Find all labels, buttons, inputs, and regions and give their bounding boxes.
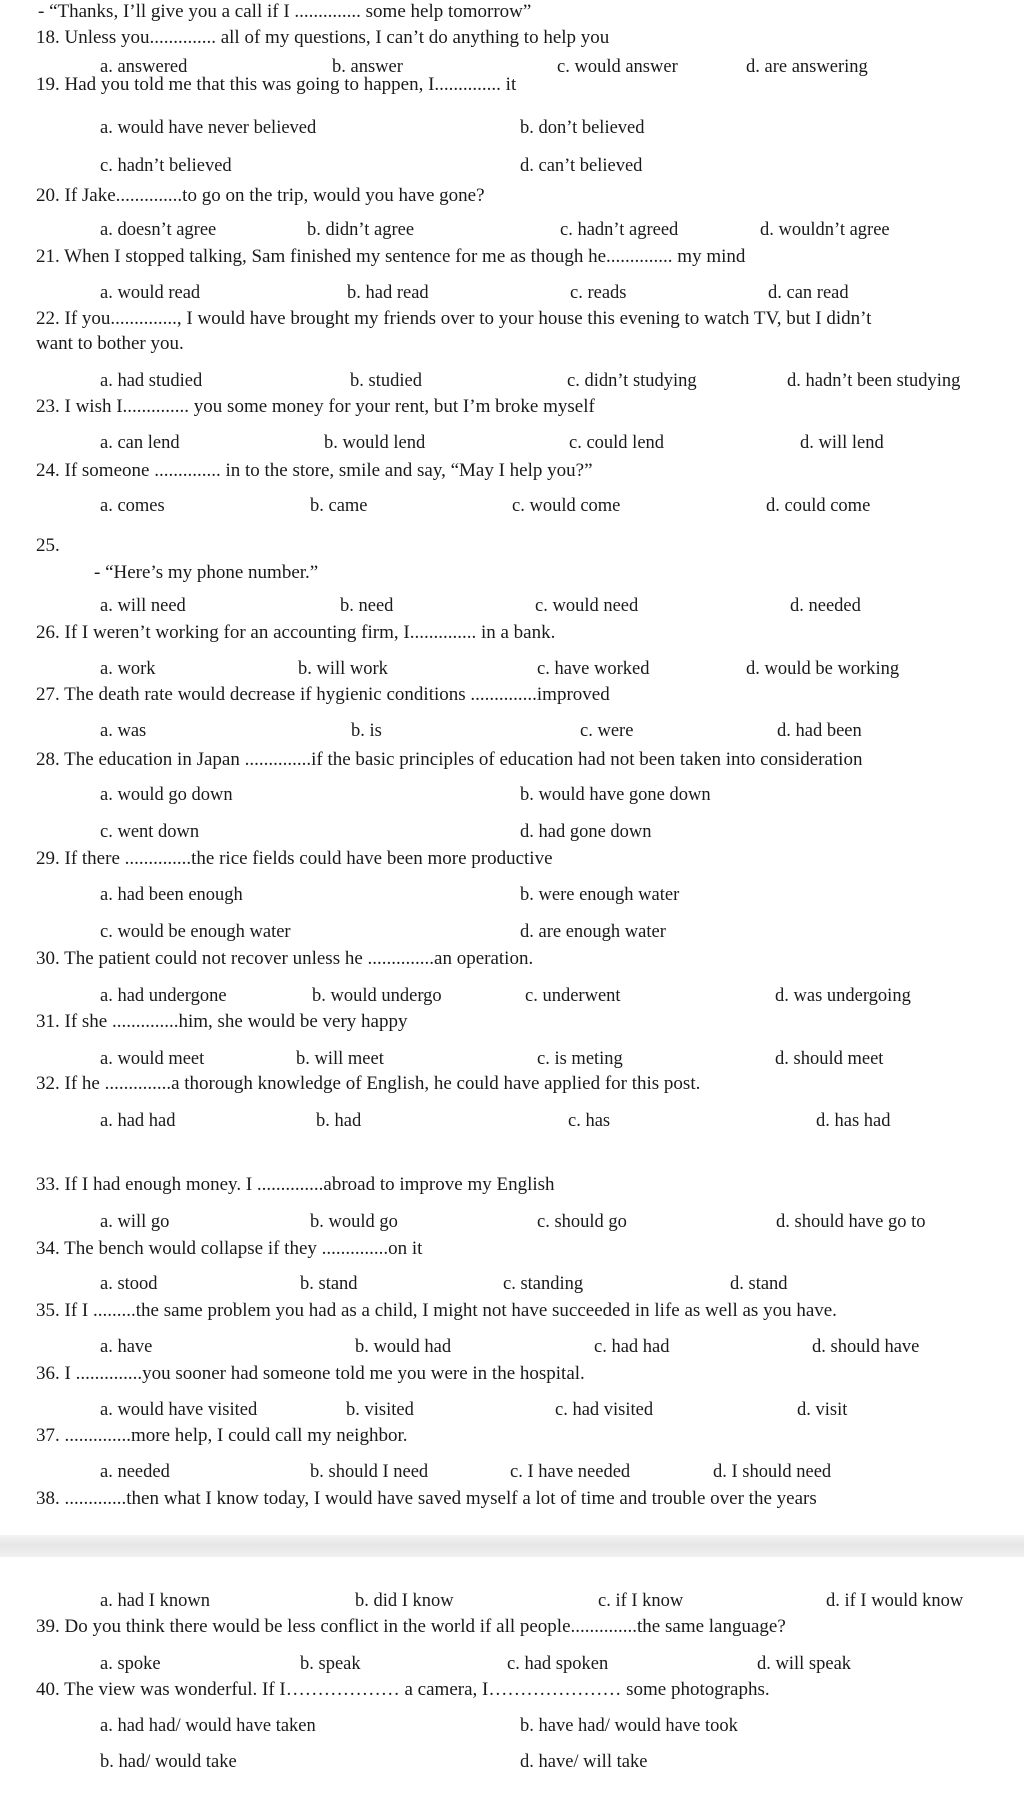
answer-option: b. did I know <box>355 1591 454 1611</box>
answer-option: a. answered <box>100 57 188 77</box>
question-text: 21. When I stopped talking, Sam finished my sentence for me as though he.............. my mind <box>36 246 746 267</box>
answer-option: a. was <box>100 721 147 741</box>
answer-option: a. can lend <box>100 433 180 453</box>
answer-option: d. could come <box>766 496 871 516</box>
question-text: 31. If she ..............him, she would be very happy <box>36 1011 408 1032</box>
page-separator <box>0 1535 1024 1557</box>
answer-option: b. answer <box>332 57 403 77</box>
answer-option: d. needed <box>790 596 861 616</box>
answer-option: d. wouldn’t agree <box>760 220 890 240</box>
answer-option: d. should have <box>812 1337 920 1357</box>
answer-option: b. speak <box>300 1654 361 1674</box>
answer-option: b. had read <box>347 283 429 303</box>
answer-option: d. stand <box>730 1274 788 1294</box>
question-text: 28. The education in Japan ..............if the basic principles of education had not been taken into consideration <box>36 749 863 770</box>
answer-option: c. had visited <box>555 1400 654 1420</box>
answer-option: b. had/ would take <box>100 1752 237 1772</box>
answer-option: b. would undergo <box>312 986 442 1006</box>
answer-option: c. would answer <box>557 57 678 77</box>
answer-option: b. would have gone down <box>520 785 711 805</box>
answer-option: c. reads <box>570 283 627 303</box>
answer-option: c. would be enough water <box>100 922 291 942</box>
answer-option: b. came <box>310 496 368 516</box>
answer-option: a. doesn’t agree <box>100 220 217 240</box>
answer-option: a. would meet <box>100 1049 205 1069</box>
answer-option: b. would go <box>310 1212 398 1232</box>
answer-option: d. are answering <box>746 57 868 77</box>
answer-option: b. visited <box>346 1400 414 1420</box>
question-text: 33. If I had enough money. I ..............abroad to improve my English <box>36 1174 555 1195</box>
answer-option: a. would have never believed <box>100 118 317 138</box>
answer-option: d. if I would know <box>826 1591 964 1611</box>
answer-option: a. will need <box>100 596 186 616</box>
answer-option: b. is <box>351 721 382 741</box>
answer-option: c. if I know <box>598 1591 684 1611</box>
answer-option: a. had studied <box>100 371 203 391</box>
answer-option: b. should I need <box>310 1462 429 1482</box>
question-text: 24. If someone .............. in to the store, smile and say, “May I help you?” <box>36 460 593 481</box>
answer-option: b. have had/ would have took <box>520 1716 738 1736</box>
question-text: 20. If Jake..............to go on the trip, would you have gone? <box>36 185 485 206</box>
question-text: 38. .............then what I know today, I would have saved myself a lot of time and trouble over the years <box>36 1488 817 1509</box>
question-text: 19. Had you told me that this was going to happen, I.............. it <box>36 74 517 95</box>
answer-option: c. is meting <box>537 1049 623 1069</box>
answer-option: a. had been enough <box>100 885 243 905</box>
answer-option: c. would need <box>535 596 639 616</box>
answer-option: a. work <box>100 659 156 679</box>
question-text: - “Thanks, I’ll give you a call if I .............. some help tomorrow” <box>38 1 532 22</box>
answer-option: a. needed <box>100 1462 170 1482</box>
answer-option: d. can read <box>768 283 849 303</box>
answer-option: a. had I known <box>100 1591 210 1611</box>
answer-option: b. need <box>340 596 394 616</box>
answer-option: d. I should need <box>713 1462 832 1482</box>
answer-option: d. will speak <box>757 1654 852 1674</box>
question-text: 26. If I weren’t working for an accounting firm, I.............. in a bank. <box>36 622 556 643</box>
answer-option: a. have <box>100 1337 153 1357</box>
answer-option: a. would have visited <box>100 1400 258 1420</box>
answer-option: b. had <box>316 1111 362 1131</box>
answer-option: c. standing <box>503 1274 584 1294</box>
answer-option: c. were <box>580 721 634 741</box>
answer-option: c. would come <box>512 496 621 516</box>
answer-option: d. will lend <box>800 433 884 453</box>
answer-option: d. has had <box>816 1111 891 1131</box>
answer-option: a. had had <box>100 1111 176 1131</box>
question-text: 36. I ..............you sooner had someone told me you were in the hospital. <box>36 1363 585 1384</box>
answer-option: a. had undergone <box>100 986 227 1006</box>
answer-option: c. have worked <box>537 659 650 679</box>
answer-option: c. hadn’t believed <box>100 156 232 176</box>
answer-option: a. will go <box>100 1212 170 1232</box>
question-text: 32. If he ..............a thorough knowledge of English, he could have applied for this post. <box>36 1073 701 1094</box>
answer-option: d. was undergoing <box>775 986 911 1006</box>
answer-option: a. spoke <box>100 1654 161 1674</box>
answer-option: a. comes <box>100 496 165 516</box>
answer-option: d. hadn’t been studying <box>787 371 961 391</box>
answer-option: b. don’t believed <box>520 118 645 138</box>
answer-option: d. should have go to <box>776 1212 926 1232</box>
answer-option: d. can’t believed <box>520 156 643 176</box>
answer-option: a. would read <box>100 283 201 303</box>
answer-option: a. had had/ would have taken <box>100 1716 316 1736</box>
answer-option: c. hadn’t agreed <box>560 220 679 240</box>
answer-option: b. would had <box>355 1337 452 1357</box>
question-text: 30. The patient could not recover unless he ..............an operation. <box>36 948 534 969</box>
answer-option: b. were enough water <box>520 885 680 905</box>
answer-option: d. visit <box>797 1400 848 1420</box>
answer-option: b. studied <box>350 371 422 391</box>
answer-option: b. will work <box>298 659 388 679</box>
answer-option: c. underwent <box>525 986 621 1006</box>
question-text: 23. I wish I.............. you some money for your rent, but I’m broke myself <box>36 396 595 417</box>
answer-option: d. should meet <box>775 1049 884 1069</box>
answer-option: b. didn’t agree <box>307 220 415 240</box>
answer-option: c. I have needed <box>510 1462 631 1482</box>
answer-option: d. had been <box>777 721 862 741</box>
answer-option: a. stood <box>100 1274 158 1294</box>
answer-option: c. had spoken <box>507 1654 609 1674</box>
answer-option: b. would lend <box>324 433 426 453</box>
answer-option: b. will meet <box>296 1049 384 1069</box>
question-text: - “Here’s my phone number.” <box>94 562 319 583</box>
answer-option: c. has <box>568 1111 611 1131</box>
question-text: 22. If you.............., I would have brought my friends over to your house this evening to watch TV, but I didn’t <box>36 308 872 329</box>
answer-option: c. had had <box>594 1337 670 1357</box>
question-text: 18. Unless you.............. all of my questions, I can’t do anything to help you <box>36 27 610 48</box>
question-text: 35. If I .........the same problem you had as a child, I might not have succeeded in life as well as you have. <box>36 1300 837 1321</box>
answer-option: c. should go <box>537 1212 627 1232</box>
answer-option: b. stand <box>300 1274 358 1294</box>
question-text: 40. The view was wonderful. If I……………… a camera, I………………… some photographs. <box>36 1679 770 1700</box>
answer-option: a. would go down <box>100 785 233 805</box>
answer-option: c. didn’t studying <box>567 371 697 391</box>
question-text: want to bother you. <box>36 333 184 354</box>
answer-option: d. had gone down <box>520 822 652 842</box>
question-text: 29. If there ..............the rice fields could have been more productive <box>36 848 553 869</box>
answer-option: d. are enough water <box>520 922 666 942</box>
question-text: 37. ..............more help, I could call my neighbor. <box>36 1425 408 1446</box>
question-text: 39. Do you think there would be less conflict in the world if all people..............the same language? <box>36 1616 786 1637</box>
answer-option: d. have/ will take <box>520 1752 648 1772</box>
question-text: 27. The death rate would decrease if hygienic conditions ..............improved <box>36 684 610 705</box>
answer-option: d. would be working <box>746 659 900 679</box>
answer-option: c. could lend <box>569 433 665 453</box>
question-text: 25. <box>36 535 60 556</box>
answer-option: c. went down <box>100 822 200 842</box>
question-text: 34. The bench would collapse if they ..............on it <box>36 1238 423 1259</box>
